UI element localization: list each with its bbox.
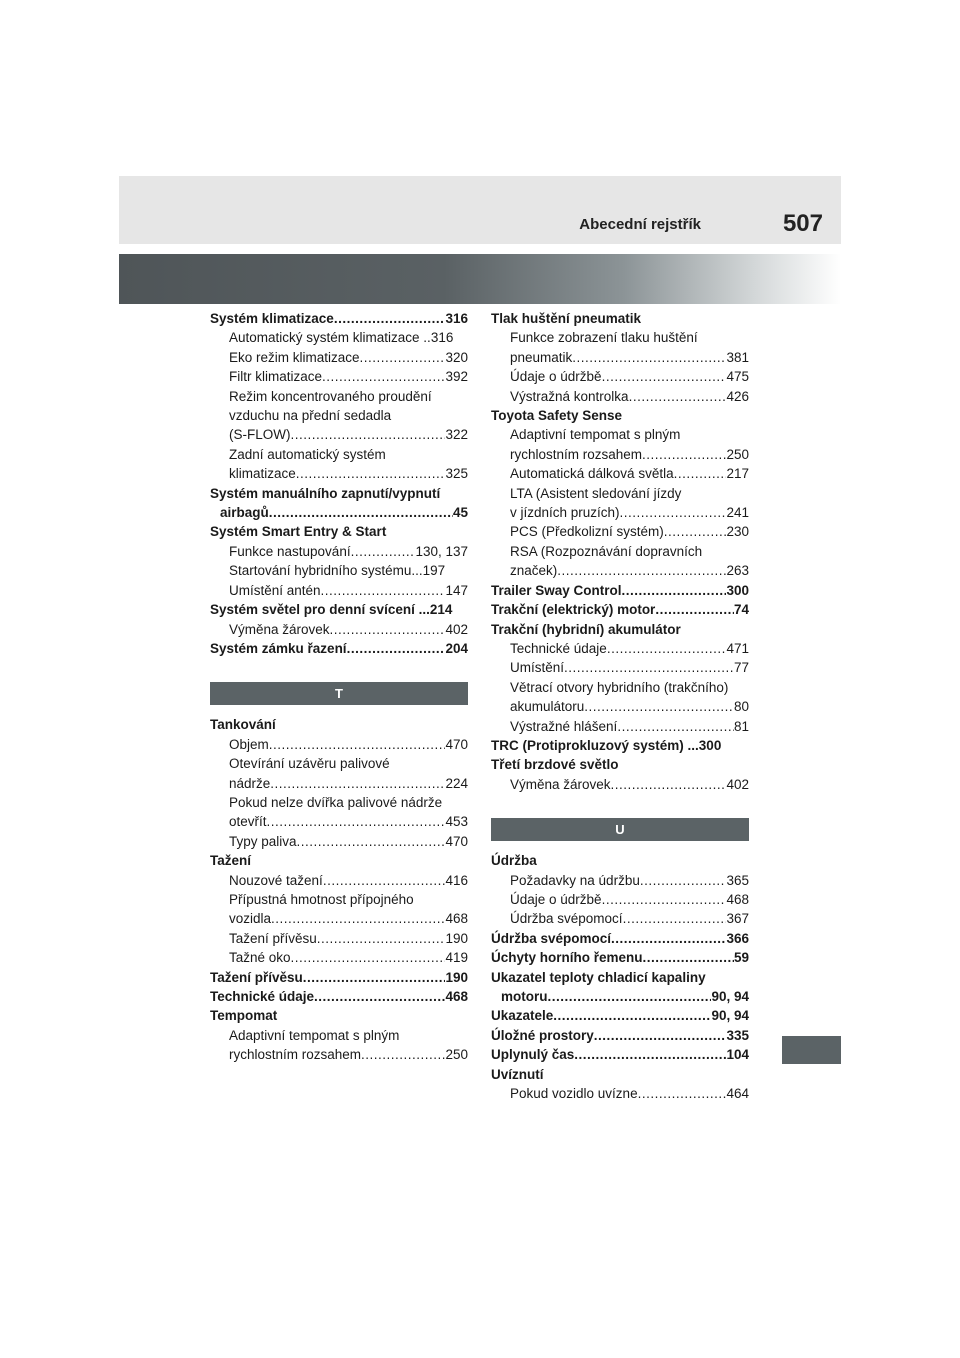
index-entry: Systém klimatizace ..... 316: [210, 309, 468, 328]
header-title: Abecední rejstřík: [579, 216, 701, 233]
index-subentry-line: LTA (Asistent sledování jízdy: [510, 485, 682, 501]
index-subentry-line: Adaptivní tempomat s plným: [510, 427, 681, 443]
index-subentry-line: Větrací otvory hybridního (trakčního): [510, 679, 729, 695]
index-subentry: značek) ..... 263: [491, 561, 749, 580]
section-header-t: T: [210, 682, 468, 705]
index-subentry: vozidla ..... 468: [210, 909, 468, 928]
index-subentry: Technické údaje ..... 471: [491, 639, 749, 658]
index-heading: Tlak huštění pneumatik: [491, 311, 642, 326]
index-subentry: akumulátoru ..... 80: [491, 697, 749, 716]
index-entry: Trailer Sway Control ..... 300: [491, 581, 749, 600]
index-subentry-line: Zadní automatický systém: [229, 446, 386, 462]
index-subentry: v jízdních pruzích) ..... 241: [491, 503, 749, 522]
index-subentry: Tažení přívěsu ..... 190: [210, 929, 468, 948]
index-heading: Trakční (hybridní) akumulátor: [491, 621, 681, 637]
index-subentry: Automatická dálková světla ..... 217: [491, 464, 749, 483]
index-subentry-line: Režim koncentrovaného proudění: [229, 388, 432, 404]
index-heading: Toyota Safety Sense: [491, 408, 623, 424]
index-entry: Trakční (elektrický) motor ..... 74: [491, 600, 749, 619]
index-entry-line: Ukazatel teploty chladicí kapaliny: [491, 969, 706, 985]
index-subentry: Pokud vozidlo uvízne ..... 464: [491, 1084, 749, 1103]
index-subentry: Tažné oko ..... 419: [210, 948, 468, 967]
index-subentry: Údržba svépomocí ..... 367: [491, 909, 749, 928]
page-number: 507: [782, 210, 823, 237]
index-entry: Údržba svépomocí ..... 366: [491, 929, 749, 948]
index-subentry: klimatizace ..... 325: [210, 464, 468, 483]
index-subentry: Typy paliva ..... 470: [210, 832, 468, 851]
index-heading: Údržba: [491, 853, 537, 869]
index-subentry: Údaje o údržbě ..... 468: [491, 890, 749, 909]
index-heading: Tažení: [210, 853, 252, 869]
index-subentry: rychlostním rozsahem ..... 250: [210, 1045, 468, 1064]
index-subentry-line: vzduchu na přední sedadla: [229, 408, 392, 424]
index-heading: Třetí brzdové světlo: [491, 757, 619, 773]
index-column-right: [491, 309, 749, 1103]
index-subentry: Výměna žárovek ..... 402: [210, 620, 468, 639]
index-entry: Tažení přívěsu ..... 190: [210, 968, 468, 987]
index-entry: airbagů ..... 45: [210, 503, 468, 522]
index-subentry: (S-FLOW) ..... 322: [210, 425, 468, 444]
index-entry-line: Systém manuálního zapnutí/vypnutí: [210, 485, 441, 501]
index-entry: Uplynulý čas ..... 104: [491, 1045, 749, 1064]
index-subentry: nádrže ..... 224: [210, 774, 468, 793]
index-subentry: Nouzové tažení ..... 416: [210, 871, 468, 890]
index-heading: Tempomat: [210, 1008, 278, 1024]
index-subentry: otevřít ..... 453: [210, 812, 468, 831]
index-heading: Tankování: [210, 717, 276, 733]
index-subentry: Výstražná kontrolka ..... 426: [491, 387, 749, 406]
index-heading: Systém Smart Entry & Start: [210, 524, 387, 540]
index-subentry: pneumatik ..... 381: [491, 348, 749, 367]
index-subentry: rychlostním rozsahem ..... 250: [491, 445, 749, 464]
index-subentry: Výměna žárovek ..... 402: [491, 775, 749, 794]
index-subentry-line: Přípustná hmotnost přípojného: [229, 891, 414, 907]
page-header: [119, 176, 841, 244]
index-entry: Úložné prostory ..... 335: [491, 1026, 749, 1045]
index-entry: motoru ..... 90, 94: [491, 987, 749, 1006]
index-entry: Ukazatele ..... 90, 94: [491, 1006, 749, 1025]
index-subentry: Umístění antén ..... 147: [210, 581, 468, 600]
index-column-left: [210, 309, 468, 1065]
index-subentry-line: Adaptivní tempomat s plným: [229, 1027, 400, 1043]
section-header-u: U: [491, 818, 749, 841]
index-entry: Systém světel pro denní svícení ... 214: [210, 602, 453, 618]
index-entry: Technické údaje ..... 468: [210, 987, 468, 1006]
index-subentry: Automatický systém klimatizace .. 316: [229, 330, 454, 346]
index-subentry: Filtr klimatizace ..... 392: [210, 367, 468, 386]
index-subentry-line: Funkce zobrazení tlaku huštění: [510, 330, 698, 346]
index-entry: Systém zámku řazení ..... 204: [210, 639, 468, 658]
index-subentry: Eko režim klimatizace ..... 320: [210, 348, 468, 367]
index-subentry: Startování hybridního systému... 197: [229, 563, 446, 579]
index-subentry-line: Otevírání uzávěru palivové: [229, 756, 390, 772]
index-subentry: Objem ..... 470: [210, 735, 468, 754]
index-entry: TRC (Protiprokluzový systém) ... 300: [491, 737, 722, 753]
index-entry: Úchyty horního řemenu ..... 59: [491, 948, 749, 967]
index-heading: Uvíznutí: [491, 1066, 544, 1082]
index-subentry: Požadavky na údržbu ..... 365: [491, 871, 749, 890]
index-subentry: Výstražné hlášení ..... 81: [491, 717, 749, 736]
index-subentry-line: RSA (Rozpoznávání dopravních: [510, 543, 703, 559]
chapter-banner: [119, 254, 841, 304]
index-subentry: Údaje o údržbě ..... 475: [491, 367, 749, 386]
index-subentry: Umístění ..... 77: [491, 658, 749, 677]
index-subentry: Funkce nastupování ..... 130, 137: [210, 542, 468, 561]
index-subentry-line: Pokud nelze dvířka palivové nádrže: [229, 794, 443, 810]
chapter-side-tab: [782, 1036, 841, 1064]
index-subentry: PCS (Předkolizní systém) ..... 230: [491, 522, 749, 541]
